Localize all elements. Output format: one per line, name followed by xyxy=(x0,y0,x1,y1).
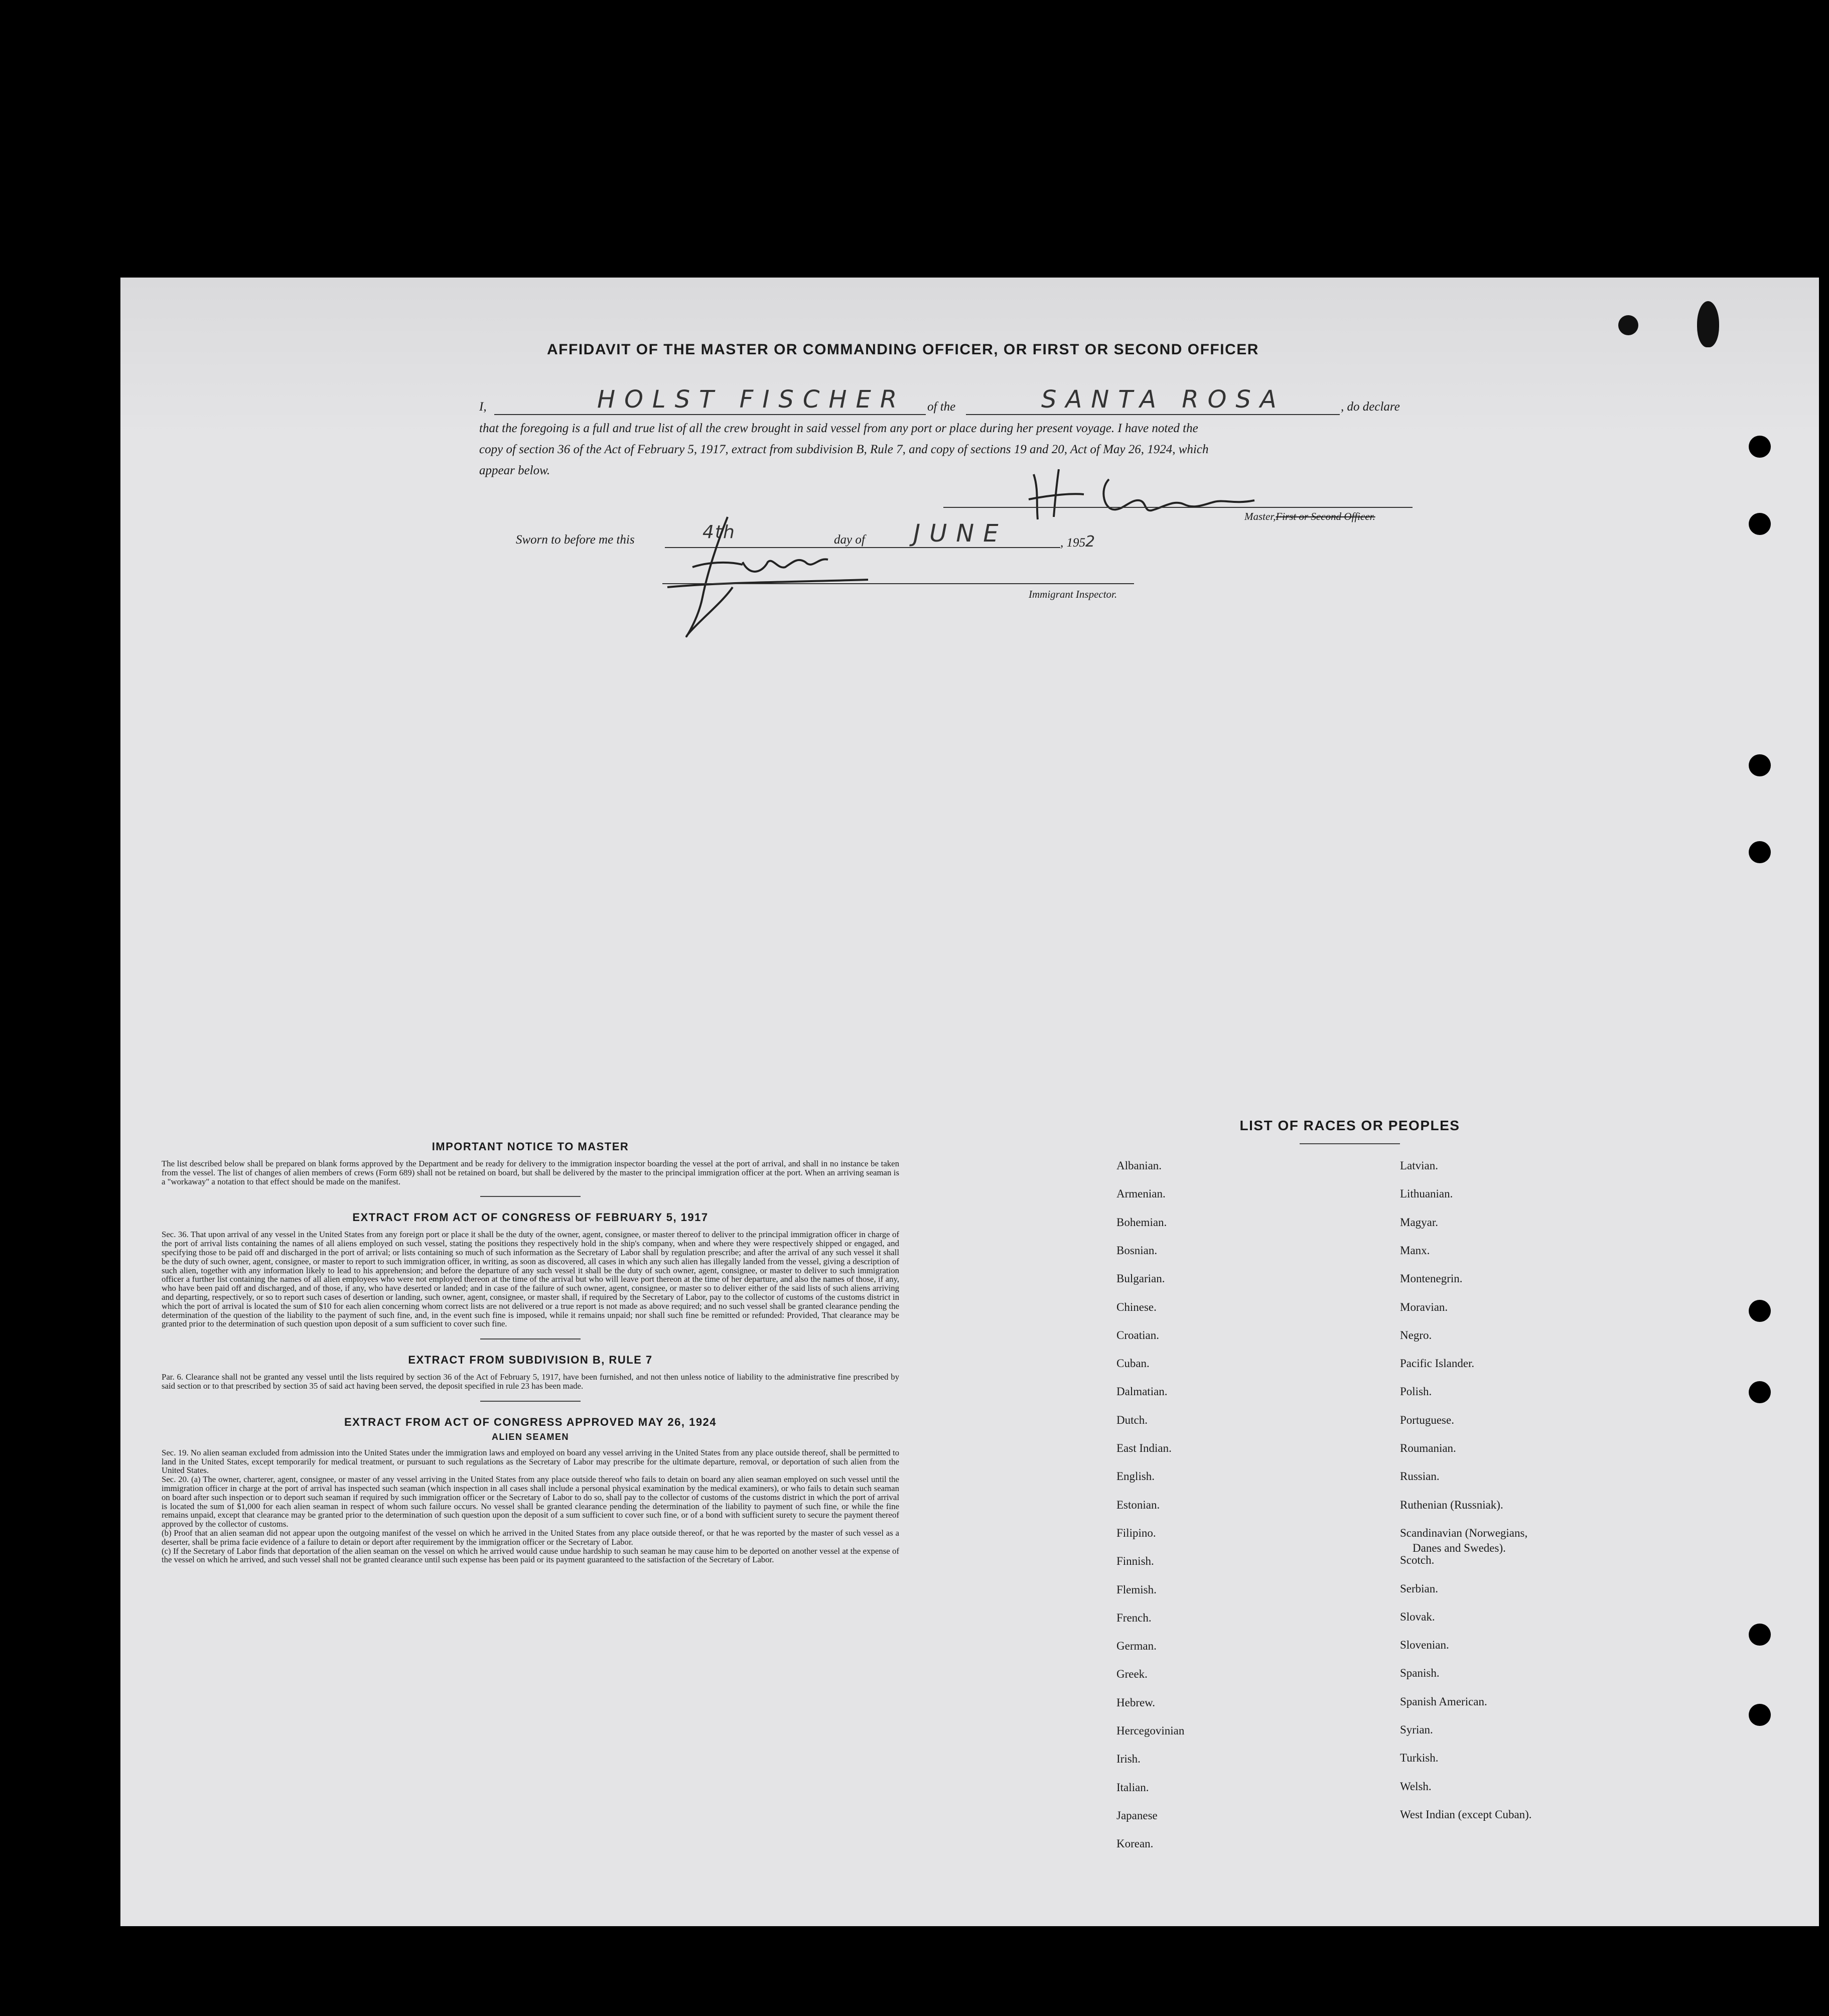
extract-1917-heading: EXTRACT FROM ACT OF CONGRESS OF FEBRUARY 5, 1917 xyxy=(352,1211,709,1224)
name-underline xyxy=(494,414,926,415)
inspector-signature-line xyxy=(662,583,1134,584)
day-of-label: day of xyxy=(834,533,865,547)
extract-1924-heading: EXTRACT FROM ACT OF CONGRESS APPROVED MAY 26, 1924 xyxy=(344,1415,717,1428)
extract-1924-subheading: ALIEN SEAMEN xyxy=(491,1431,569,1442)
race-item: Magyar. xyxy=(1400,1216,1439,1229)
sec20c-body: (c) If the Secretary of Labor finds that deportation of the alien seaman on the vessel on which he arrived would cause undue hardship to such seaman he may cause him to be deported on another vessel at the expense of the vessel on which he arrived, and such vessel shall not be granted clearance until such expense has been paid or its payment guaranteed to the satisfaction of the Secretary of Labor. xyxy=(162,1546,899,1565)
race-item: English. xyxy=(1116,1470,1155,1483)
punch-hole xyxy=(1749,1300,1771,1322)
punch-hole xyxy=(1749,436,1771,458)
section-divider xyxy=(480,1196,581,1197)
race-item: Russian. xyxy=(1400,1470,1440,1483)
race-item: Lithuanian. xyxy=(1400,1187,1453,1200)
declaration-line-3: appear below. xyxy=(479,464,550,477)
i-label: I, xyxy=(479,400,487,414)
race-item: Irish. xyxy=(1116,1753,1141,1766)
race-item: German. xyxy=(1116,1640,1157,1653)
race-item: Serbian. xyxy=(1400,1582,1439,1595)
vessel-name-handwritten: SANTA ROSA xyxy=(1041,385,1286,414)
race-item: Slovenian. xyxy=(1400,1639,1449,1652)
punch-hole xyxy=(1749,841,1771,863)
notice-body: The list described below shall be prepared on blank forms approved by the Department and be ready for delivery to the immigration inspector boarding the vessel at the port of arrival, and shall in no instance be taken from the vessel. The list of changes of alien members of crews (Form 689) shall not be retained on board, but shall be delivered by the master to the principal immigration officer at the port. When an arriving seaman is a "workaway" a notation to that effect should be made on the manifest. xyxy=(162,1159,899,1186)
of-the-label: of the xyxy=(927,400,956,414)
race-item: Estonian. xyxy=(1116,1498,1160,1511)
sworn-month-handwritten: JUNE xyxy=(913,519,1008,548)
race-item: Croatian. xyxy=(1116,1328,1159,1341)
race-item: East Indian. xyxy=(1116,1442,1172,1454)
race-item: Welsh. xyxy=(1400,1780,1432,1793)
race-item: Dalmatian. xyxy=(1116,1385,1168,1398)
master-caption-text: Master, xyxy=(1244,510,1276,522)
race-item: Finnish. xyxy=(1116,1555,1154,1568)
race-item: Moravian. xyxy=(1400,1300,1448,1313)
race-item: Bohemian. xyxy=(1116,1216,1167,1229)
race-item: Hercegovinian xyxy=(1116,1724,1185,1737)
punch-hole xyxy=(1749,1381,1771,1403)
race-item: Spanish. xyxy=(1400,1667,1440,1680)
notice-heading: IMPORTANT NOTICE TO MASTER xyxy=(432,1140,629,1153)
do-declare-label: , do declare xyxy=(1341,400,1400,414)
race-item: Dutch. xyxy=(1116,1413,1148,1426)
sec19-body: Sec. 19. No alien seaman excluded from admission into the United States under the immigration laws and employed on board any vessel arriving in the United States from any place outside thereof, shall be permitted to land in the United States, except temporarily for medical treatment, or pursuant to such regulations as the Secretary of Labor may prescribe for the ultimate departure, removal, or deportation of such alien from the United States. xyxy=(162,1447,899,1475)
race-item: Filipino. xyxy=(1116,1526,1156,1539)
race-item: Bulgarian. xyxy=(1116,1272,1165,1285)
section-divider xyxy=(480,1401,581,1402)
race-item: Pacific Islander. xyxy=(1400,1357,1475,1370)
affidavit-title: AFFIDAVIT OF THE MASTER OR COMMANDING OFFICER, OR FIRST OR SECOND OFFICER xyxy=(547,341,1259,358)
race-item: Negro. xyxy=(1400,1328,1432,1341)
race-item: Turkish. xyxy=(1400,1752,1439,1765)
race-item: Syrian. xyxy=(1400,1723,1433,1736)
master-signature-line xyxy=(943,507,1413,508)
race-item: Flemish. xyxy=(1116,1583,1157,1596)
race-item: Italian. xyxy=(1116,1781,1149,1794)
race-item: French. xyxy=(1116,1611,1152,1624)
sec20b-body: (b) Proof that an alien seaman did not appear upon the outgoing manifest of the vessel on which he arrived in the United States from any place outside thereof, or that he was reported by the master of such vessel as a deserter, shall be prima facie evidence of a failure to detain or deport after requirement by the immigration officer or the Secretary of Labor. xyxy=(162,1528,899,1547)
race-item: Slovak. xyxy=(1400,1610,1435,1623)
race-item: Polish. xyxy=(1400,1385,1432,1398)
declaration-line-2: copy of section 36 of the Act of February 5, 1917, extract from subdivision B, Rule 7, and copy of sections 19 and 20, Act of May 26, 1924, which xyxy=(479,443,1209,456)
race-item: Chinese. xyxy=(1116,1300,1157,1313)
extract-rule7-heading: EXTRACT FROM SUBDIVISION B, RULE 7 xyxy=(408,1354,653,1367)
race-item: Cuban. xyxy=(1116,1357,1150,1370)
master-signature xyxy=(1024,464,1275,527)
race-item: Ruthenian (Russniak). xyxy=(1400,1498,1503,1511)
race-item: Roumanian. xyxy=(1400,1442,1456,1454)
master-name-handwritten: HOLST FISCHER xyxy=(597,385,906,414)
race-item: Albanian. xyxy=(1116,1159,1162,1172)
race-item: Bosnian. xyxy=(1116,1244,1158,1257)
race-item: Armenian. xyxy=(1116,1187,1166,1200)
section-divider xyxy=(480,1338,581,1339)
extract-rule7-body: Par. 6. Clearance shall not be granted any vessel until the lists required by section 36 of the Act of February 5, 1917, have been furnished, and not then unless notice of liability to the administrative fine prescribed by said section or to that prescribed by section 35 of said act having been served, the deposit specified in rule 23 has been made. xyxy=(162,1372,899,1391)
extract-1917-body: Sec. 36. That upon arrival of any vessel in the United States from any foreign port or place it shall be the duty of the owner, agent, consignee, or master thereof to deliver to the principal immigration officer in charge of the port of arrival lists containing the names of all aliens employed on such vessel, stating the positions they respectively hold in the ship's company, when and where they were respectively shipped or engaged, and specifying those to be paid off and discharged in the port of arrival; or lists containing so much of such information as the Secretary of Labor shall by regulation prescribe; and after the arrival of any such vessel it shall be the duty of such owner, agent, consignee, or master to report to such immigration officer, in writing, as soon as discovered, all cases in which any such alien has illegally landed from the vessel, giving a description of such alien, together with any information likely to lead to his apprehension; and before the departure of any such vessel it shall be the duty of such owner, agent, consignee, or master to deliver to such immigration officer a further list containing the names of all alien employees who were not employed thereon at the time of the arrival but who will leave port thereon at the time of her departure, and also the names of those, if any, who have been paid off and discharged, and of those, if any, who have deserted or landed; and in case of the failure of such owner, agent, consignee, or master so to deliver either of the said lists of such aliens arriving and departing, respectively, or so to report such cases of desertion or landing, such owner, agent, consignee, or master shall, if required by the Secretary of Labor, pay to the collector of customs of the customs district in which the port of arrival is located the sum of $10 for each alien concerning whom correct lists are not delivered or a true report is not made as above required; and no such vessel shall be granted clearance pending the determination of the question of the liability to the payment of such fine, and, in the event such fine is imposed, while it remains unpaid; nor shall such fine be remitted or refunded: Provided, That clearance may be granted prior to the determination of such question upon deposit of a sum sufficient to cover such fine. xyxy=(162,1230,899,1329)
sworn-day-handwritten: 4th xyxy=(702,522,736,543)
sworn-label: Sworn to before me this xyxy=(516,533,635,547)
declaration-line-1: that the foregoing is a full and true list of all the crew brought in said vessel from any port or place during her present voyage. I have noted the xyxy=(479,422,1198,435)
race-item: Scotch. xyxy=(1400,1554,1435,1567)
punch-hole xyxy=(1749,1624,1771,1646)
master-caption xyxy=(1244,510,1375,523)
inspector-signature xyxy=(662,512,873,650)
ink-blot xyxy=(1618,315,1638,335)
race-item: Montenegrin. xyxy=(1400,1272,1463,1285)
race-item: Latvian. xyxy=(1400,1159,1438,1172)
race-item: Manx. xyxy=(1400,1244,1430,1257)
punch-hole xyxy=(1749,1704,1771,1726)
notice-column xyxy=(162,1140,899,1564)
vessel-underline xyxy=(966,414,1340,415)
year-prefix: , 195 xyxy=(1060,536,1085,550)
race-item: Scandinavian (Norwegians, xyxy=(1400,1526,1528,1539)
race-item: Spanish American. xyxy=(1400,1695,1487,1708)
race-item: Hebrew. xyxy=(1116,1696,1156,1709)
sec20a-body: Sec. 20. (a) The owner, charterer, agent, consignee, or master of any vessel arriving in the United States from any place outside thereof who fails to detain on board any alien seaman employed on such vessel until the immigration officer in charge at the port of arrival has inspected such seaman (which inspection in all cases shall include a personal physical examination by the medical examiners), or who fails to detain such seaman on board after such inspection or to deport such seaman if required by such immigration officer or the Secretary of Labor to do so, shall pay to the collector of customs of the customs district in which the port of arrival is located the sum of $1,000 for each alien seaman in respect of whom such failure occurs. No vessel shall be granted clearance pending the determination of the liability to payment of such fine, or while the fine remains unpaid, except that clearance may be granted prior to the determination of such question upon the deposit of a sum sufficient to cover such fine, or of a bond with sufficient surety to secure the payment thereof approved by the collector of customs. xyxy=(162,1474,899,1529)
punch-hole xyxy=(1749,754,1771,776)
year-suffix-handwritten: 2 xyxy=(1085,533,1095,551)
ink-blot xyxy=(1697,301,1719,347)
race-item: Portuguese. xyxy=(1400,1413,1454,1426)
race-item: Korean. xyxy=(1116,1837,1154,1850)
race-item: Danes and Swedes). xyxy=(1413,1541,1506,1554)
race-item: Japanese xyxy=(1116,1809,1158,1822)
master-caption-struck: First or Second Officer. xyxy=(1276,510,1375,522)
races-heading: LIST OF RACES OR PEOPLES xyxy=(1239,1118,1460,1133)
races-heading-rule xyxy=(1300,1143,1400,1144)
punch-hole xyxy=(1749,513,1771,535)
race-item: Greek. xyxy=(1116,1668,1148,1681)
inspector-caption: Immigrant Inspector. xyxy=(1029,588,1117,600)
race-item: West Indian (except Cuban). xyxy=(1400,1808,1532,1821)
year-label xyxy=(1060,533,1095,551)
